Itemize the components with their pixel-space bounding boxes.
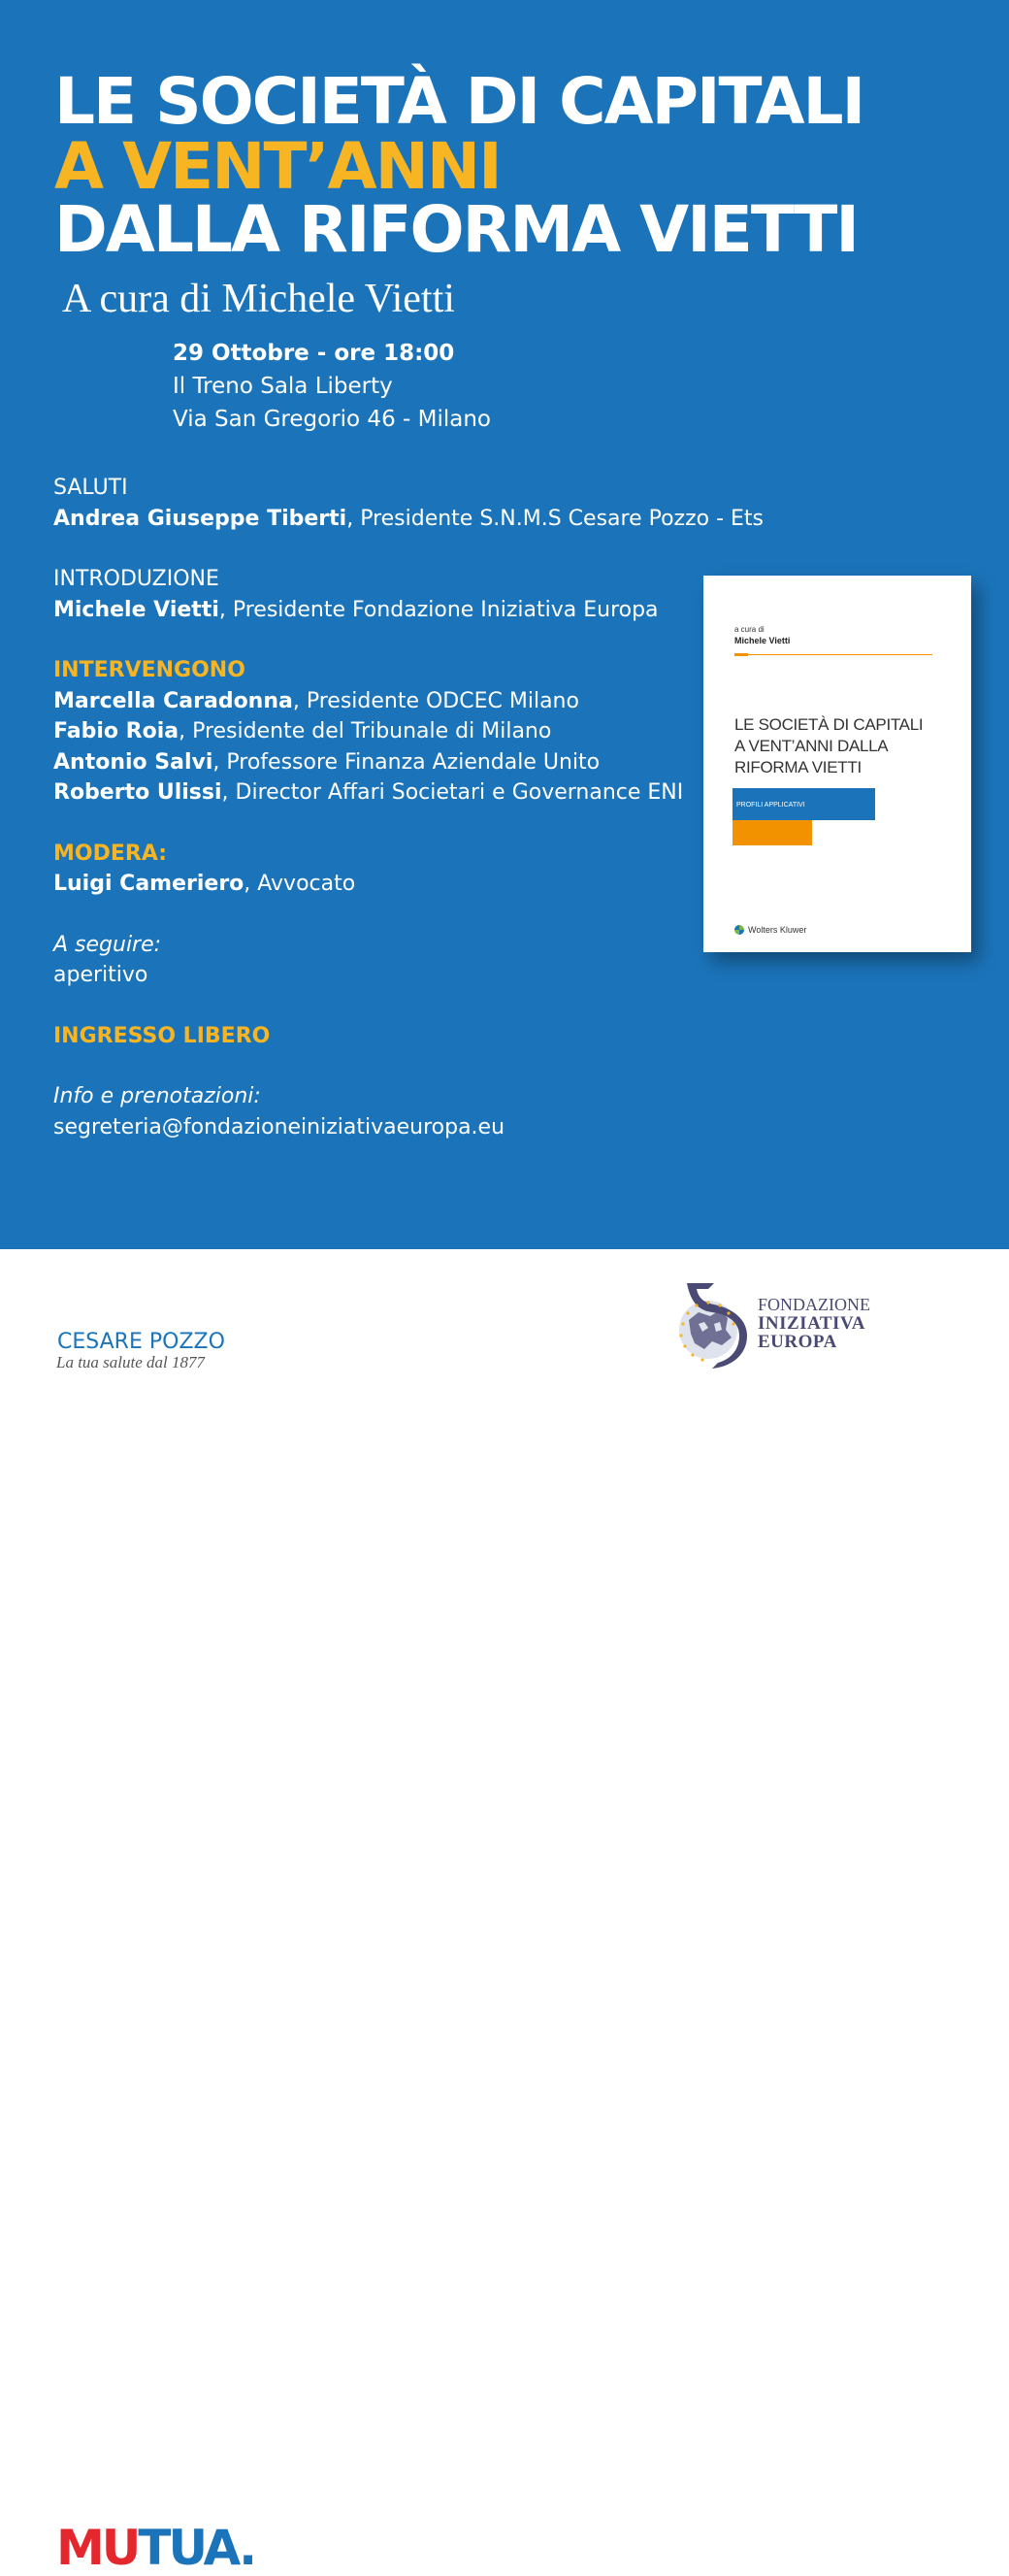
speaker-line bbox=[53, 747, 713, 778]
speaker-role: , Presidente Fondazione Iniziativa Europa bbox=[218, 597, 659, 622]
book-publisher bbox=[734, 925, 806, 935]
fondazione-wordmark bbox=[758, 1296, 870, 1351]
book-cover bbox=[703, 576, 971, 952]
speaker-name: Fabio Roia bbox=[53, 719, 179, 743]
speaker-role: , Presidente ODCEC Milano bbox=[292, 688, 579, 713]
speaker-role: , Presidente del Tribunale di Milano bbox=[179, 719, 552, 743]
book-title-line: RIFORMA VIETTI bbox=[734, 758, 862, 776]
fondazione-line-1: FONDAZIONE bbox=[758, 1295, 870, 1314]
section-label: INTERVENGONO bbox=[53, 658, 245, 682]
event-address: Via San Gregorio 46 - Milano bbox=[173, 407, 491, 432]
book-orange-band bbox=[732, 820, 812, 845]
mutua-logo bbox=[56, 2520, 255, 2576]
speaker-role: , Professore Finanza Aziendale Unito bbox=[212, 749, 601, 775]
book-divider bbox=[734, 654, 932, 655]
speaker-name: Luigi Cameriero bbox=[53, 872, 244, 896]
speaker-line bbox=[53, 869, 713, 900]
event-date: 29 Ottobre - ore 18:00 bbox=[173, 341, 455, 366]
speaker-name: Roberto Ulissi bbox=[53, 780, 222, 805]
speaker-line bbox=[53, 716, 713, 747]
poster-blue-panel bbox=[0, 0, 1009, 1249]
book-divider-accent bbox=[734, 653, 748, 656]
book-subtitle: PROFILI APPLICATIVI bbox=[736, 802, 805, 809]
publisher-logo-icon bbox=[734, 925, 744, 935]
speaker-name: Michele Vietti bbox=[53, 597, 219, 622]
speaker-line bbox=[53, 595, 713, 626]
publisher-name: Wolters Kluwer bbox=[748, 925, 807, 935]
mutua-logo-tua: TUA. bbox=[138, 2520, 255, 2576]
fondazione-logo-icon bbox=[669, 1273, 759, 1376]
title-line-1: LE SOCIETÀ DI CAPITALI bbox=[54, 64, 864, 139]
book-title bbox=[734, 714, 958, 778]
cesare-pozzo-label: CESARE POZZO bbox=[57, 1330, 225, 1354]
contact-email[interactable]: segreteria@fondazioneiniziativaeuropa.eu bbox=[53, 1114, 505, 1139]
section-info bbox=[53, 1081, 713, 1142]
section-label: A seguire: bbox=[53, 932, 162, 957]
speaker-line bbox=[53, 504, 765, 535]
speaker-line bbox=[53, 686, 713, 717]
section-label: SALUTI bbox=[53, 476, 128, 500]
section-ingresso bbox=[53, 1021, 713, 1052]
speaker-name: Antonio Salvi bbox=[53, 749, 213, 775]
speaker-name: Marcella Caradonna bbox=[53, 688, 293, 713]
mutua-tagline: La tua salute dal 1877 bbox=[56, 1353, 206, 1371]
event-details bbox=[173, 337, 491, 436]
event-venue: Il Treno Sala Liberty bbox=[173, 374, 393, 399]
entry-label: INGRESSO LIBERO bbox=[53, 1023, 271, 1048]
following-text: aperitivo bbox=[53, 963, 148, 987]
book-title-line: LE SOCIETÀ DI CAPITALI bbox=[734, 715, 924, 734]
title-line-2: A VENT’ANNI bbox=[54, 129, 501, 204]
section-label: INTRODUZIONE bbox=[53, 567, 219, 591]
section-label: MODERA: bbox=[53, 841, 168, 866]
fondazione-line-3: EUROPA bbox=[758, 1332, 837, 1352]
title-line-3: DALLA RIFORMA VIETTI bbox=[54, 192, 858, 267]
speaker-name: Andrea Giuseppe Tiberti bbox=[53, 506, 347, 531]
fondazione-line-2: INIZIATIVA bbox=[758, 1313, 865, 1334]
speaker-role: , Presidente S.N.M.S Cesare Pozzo - Ets bbox=[346, 506, 765, 531]
speaker-line bbox=[53, 777, 713, 809]
section-introduzione bbox=[53, 564, 713, 625]
section-a-seguire bbox=[53, 930, 713, 991]
section-saluti bbox=[53, 473, 765, 534]
section-intervengono bbox=[53, 655, 713, 809]
curator-line: A cura di Michele Vietti bbox=[62, 277, 455, 321]
speaker-role: , Director Affari Societari e Governance ENI bbox=[221, 780, 684, 805]
speaker-role: , Avvocato bbox=[244, 872, 356, 896]
book-title-line: A VENT’ANNI DALLA bbox=[734, 737, 889, 755]
book-curator-label: a cura di bbox=[734, 625, 765, 634]
book-author: Michele Vietti bbox=[734, 636, 791, 645]
section-label: Info e prenotazioni: bbox=[53, 1084, 261, 1108]
mutua-logo-mu: MU bbox=[56, 2520, 139, 2576]
section-modera bbox=[53, 839, 713, 900]
